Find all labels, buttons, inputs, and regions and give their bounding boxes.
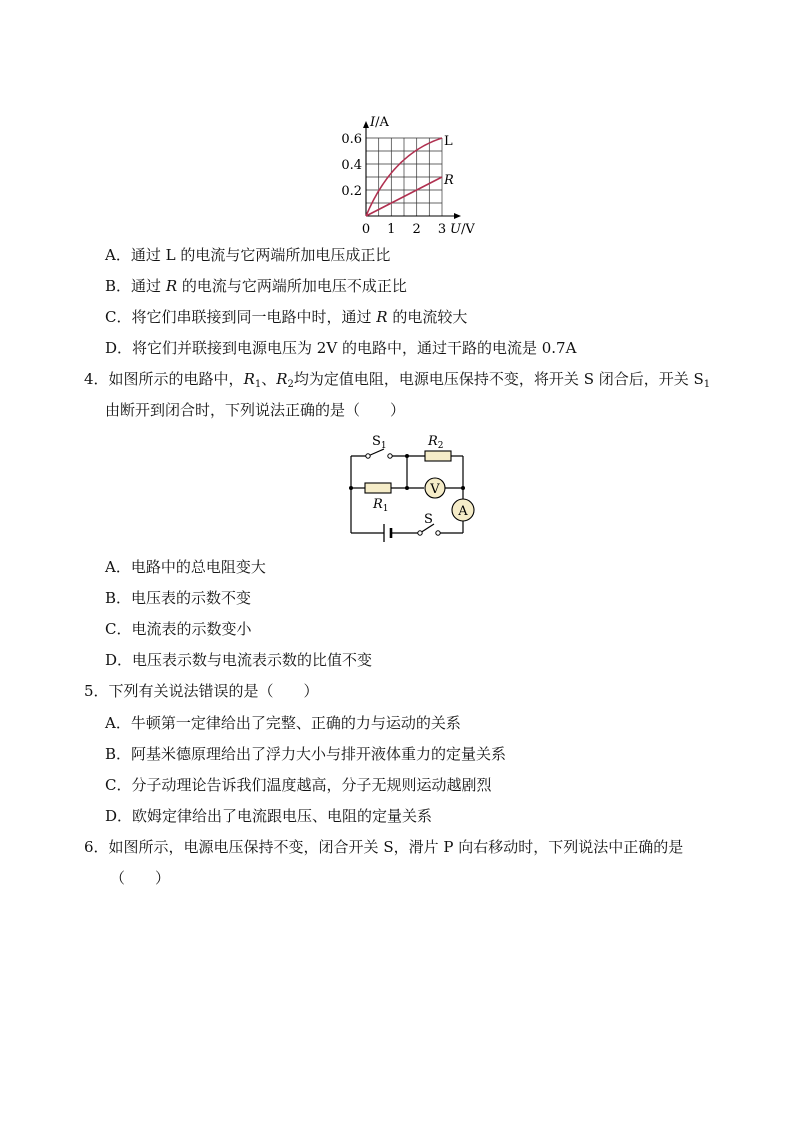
resistor-r1-label: $R_1$ xyxy=(373,497,389,514)
q5-option-a: A．牛顿第一定律给出了完整、正确的力与运动的关系 xyxy=(105,714,461,732)
x-tick-label: 2 xyxy=(412,222,421,237)
q5-stem: 5．下列有关说法错误的是（ ） xyxy=(84,682,319,700)
x-tick-label: 1 xyxy=(387,222,396,237)
x-tick-label: 3 xyxy=(437,222,447,237)
switch-s-label: S xyxy=(424,512,433,527)
ammeter xyxy=(452,499,474,521)
switch-s1-label: $S_1$ xyxy=(372,434,387,451)
q5-option-c: C．分子动理论告诉我们温度越高，分子无规则运动越剧烈 xyxy=(105,776,492,794)
q4-option-b: B．电压表的示数不变 xyxy=(105,589,252,607)
curve-L-label: L xyxy=(444,134,453,149)
q5-option-b: B．阿基米德原理给出了浮力大小与排开液体重力的定量关系 xyxy=(105,745,507,763)
q5-option-d: D．欧姆定律给出了电流跟电压、电阻的定量关系 xyxy=(105,807,433,825)
q6-stem-line2: （ ） xyxy=(110,869,171,887)
q3-option-d: D．将它们并联接到电源电压为 2V 的电路中，通过干路的电流是 0.7A xyxy=(105,339,577,357)
q3-option-b: B．通过 R 的电流与它两端所加电压不成正比 xyxy=(105,277,407,295)
graph-grid xyxy=(366,138,442,216)
line-R-label: R xyxy=(444,173,454,188)
q4-option-c: C．电流表的示数变小 xyxy=(105,620,252,638)
voltmeter xyxy=(425,478,445,498)
q4-circuit-diagram xyxy=(340,428,480,543)
resistor-r2-label: $R_2$ xyxy=(428,434,444,451)
q3-option-c: C．将它们串联接到同一电路中时，通过 R 的电流较大 xyxy=(105,308,468,326)
battery xyxy=(384,524,391,542)
x-tick-label: 0 xyxy=(361,222,371,237)
y-axis-label: I/A xyxy=(370,115,389,130)
q4-stem-line2: 由断开到闭合时，下列说法正确的是（ ） xyxy=(105,401,406,419)
svg-text:A: A xyxy=(458,504,468,519)
y-tick-label: 0.6 xyxy=(341,132,362,147)
q3-option-a: A．通过 L 的电流与它两端所加电压成正比 xyxy=(105,246,391,264)
q4-option-a: A．电路中的总电阻变大 xyxy=(105,558,266,576)
svg-text:V: V xyxy=(430,482,440,497)
q6-stem: 6．如图所示，电源电压保持不变，闭合开关 S，滑片 P 向右移动时，下列说法中正确的是 xyxy=(84,838,684,856)
x-axis-label: U/V xyxy=(450,222,475,237)
q4-stem: 4．如图所示的电路中，$R_1$、$R_2$均为定值电阻，电源电压保持不变，将开关 S 闭合后，开关 $S_1$ xyxy=(84,370,711,390)
q4-option-d: D．电压表示数与电流表示数的比值不变 xyxy=(105,651,373,669)
resistor-r1 xyxy=(365,483,391,493)
resistor-r2 xyxy=(425,451,451,461)
y-tick-label: 0.4 xyxy=(341,158,362,173)
iu-graph xyxy=(330,110,490,238)
y-tick-label: 0.2 xyxy=(341,184,362,199)
